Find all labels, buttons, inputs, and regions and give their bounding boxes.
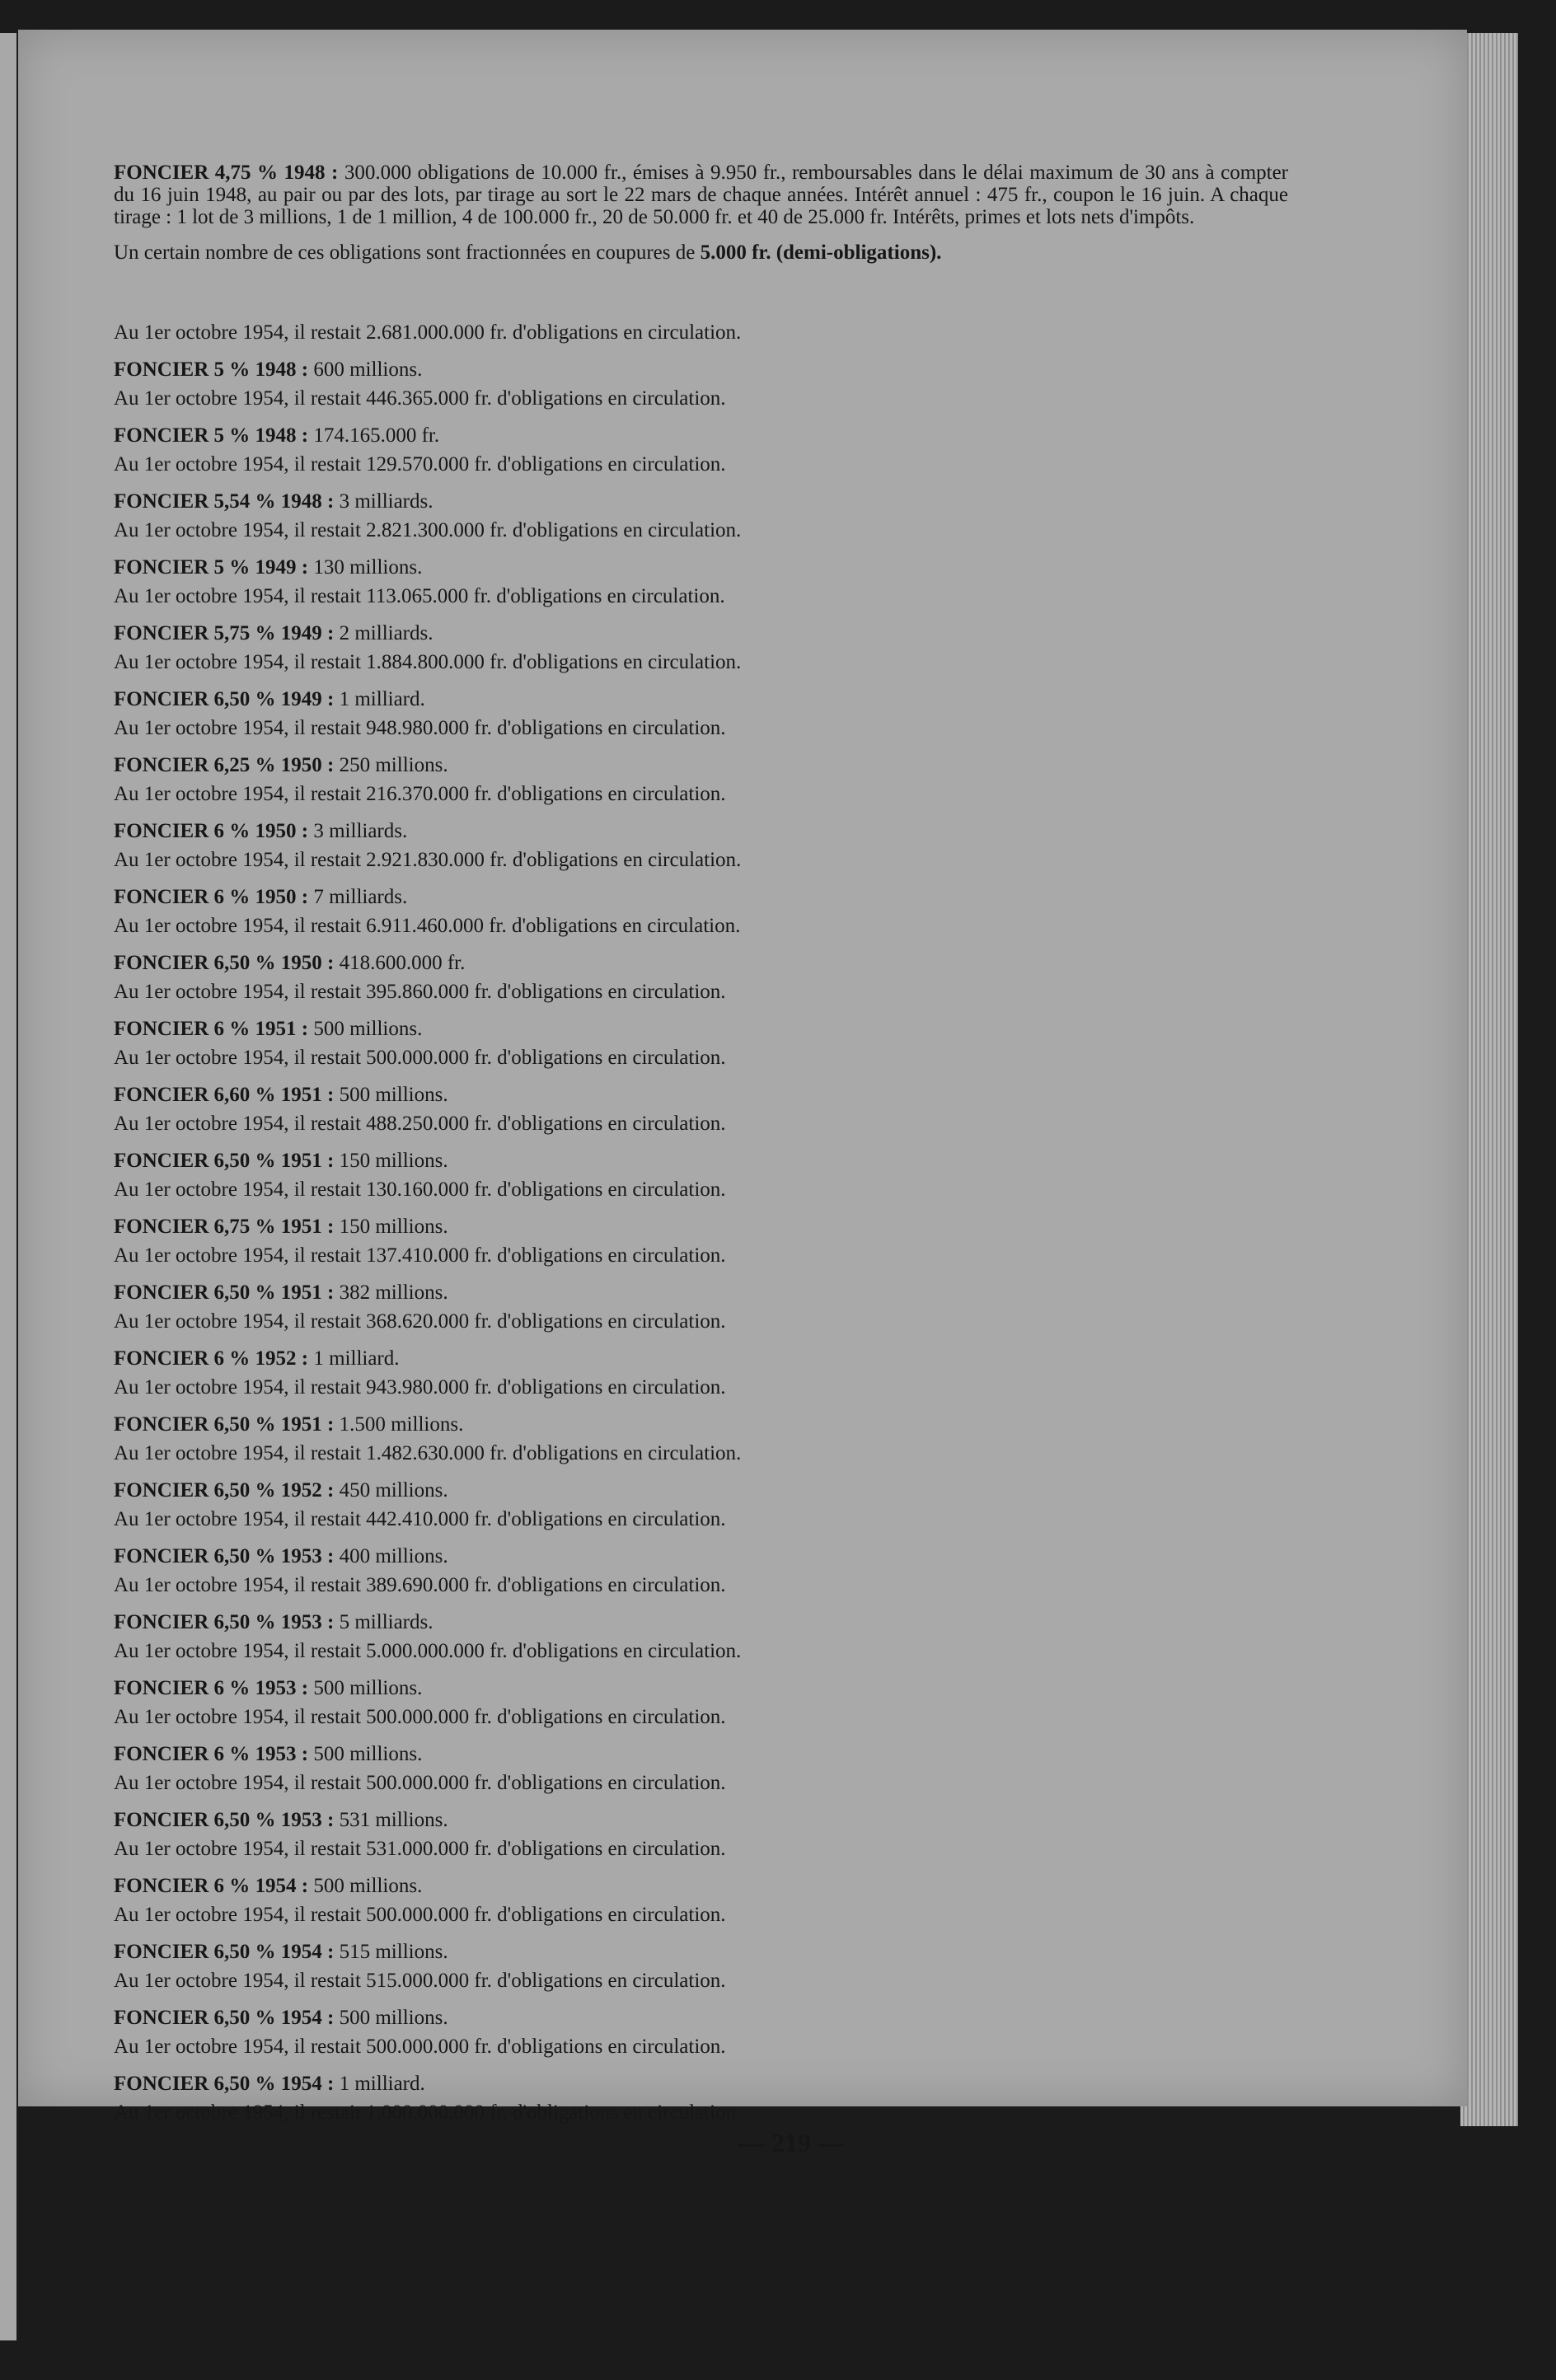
bond-entry-heading (114, 1145, 1288, 1176)
intro-note (114, 241, 1288, 264)
previous-page-edge (0, 33, 16, 2340)
bond-entry (114, 1014, 1288, 1080)
bond-status: Au 1er octobre 1954, il restait 113.065.000 fr. d'obligations en circulation. (114, 585, 725, 607)
bond-entry-heading (114, 2003, 1288, 2033)
bond-entry-heading (114, 618, 1288, 649)
bond-entry-heading (114, 1409, 1288, 1440)
bond-entry-heading (114, 1673, 1288, 1703)
intro-note-text: Un certain nombre de ces obligations sont fractionnées en coupures de (114, 241, 696, 264)
bond-entry (114, 420, 1288, 486)
bond-amount: 515 millions. (339, 1941, 448, 1963)
bond-entry (114, 1409, 1288, 1475)
bond-amount: 500 millions. (313, 1743, 423, 1765)
bond-entry (114, 1739, 1288, 1805)
bond-entry-heading (114, 288, 1288, 319)
bond-entry (114, 2003, 1288, 2068)
bond-title: FONCIER 5 % 1949 : (114, 556, 309, 579)
bond-entry-heading (114, 684, 1288, 714)
bond-amount: 174.165.000 fr. (313, 424, 440, 447)
bond-status: Au 1er octobre 1954, il restait 500.000.000 fr. d'obligations en circulation. (114, 1904, 726, 1926)
bond-title: FONCIER 6,50 % 1951 : (114, 1150, 335, 1172)
bond-status: Au 1er octobre 1954, il restait 515.000.000 fr. d'obligations en circulation. (114, 1970, 726, 1992)
bond-amount: 1.500 millions. (339, 1413, 464, 1436)
bond-title: FONCIER 6 % 1950 : (114, 886, 309, 908)
bond-amount: 250 millions. (339, 754, 448, 776)
bond-title: FONCIER 6,60 % 1951 : (114, 1084, 335, 1106)
bond-amount: 500 millions. (313, 1875, 423, 1897)
bond-title: FONCIER 6 % 1950 : (114, 820, 309, 842)
bond-status: Au 1er octobre 1954, il restait 395.860.000 fr. d'obligations en circulation. (114, 981, 726, 1003)
bond-title: FONCIER 6,50 % 1954 : (114, 1941, 335, 1963)
bond-title: FONCIER 6,75 % 1951 : (114, 1216, 335, 1238)
bond-amount: 130 millions. (313, 556, 423, 579)
bond-status: Au 1er octobre 1954, il restait 531.000.000 fr. d'obligations en circulation. (114, 1838, 726, 1860)
bond-entry-heading (114, 552, 1288, 583)
bond-title: FONCIER 6,50 % 1953 : (114, 1545, 335, 1567)
bond-entry (114, 1937, 1288, 2003)
bond-entry-heading (114, 750, 1288, 780)
bond-status: Au 1er octobre 1954, il restait 500.000.000 fr. d'obligations en circulation. (114, 2036, 726, 2058)
bond-entry (114, 1080, 1288, 1145)
bond-title: FONCIER 6,50 % 1953 : (114, 1611, 335, 1633)
bond-status: Au 1er octobre 1954, il restait 488.250.000 fr. d'obligations en circulation. (114, 1113, 726, 1135)
bond-entry (114, 684, 1288, 750)
bond-entry (114, 288, 1288, 354)
bond-entry (114, 1211, 1288, 1277)
bond-amount: 500 millions. (339, 2007, 448, 2029)
bond-amount: 600 millions. (313, 358, 423, 381)
bond-entry-heading (114, 486, 1288, 517)
bond-status: Au 1er octobre 1954, il restait 6.911.460.000 fr. d'obligations en circulation. (114, 915, 741, 937)
bond-title: FONCIER 6,25 % 1950 : (114, 754, 335, 776)
bond-amount: 500 millions. (339, 1084, 448, 1106)
bond-amount: 150 millions. (339, 1150, 448, 1172)
bond-title: FONCIER 5,75 % 1949 : (114, 622, 335, 644)
bond-status: Au 1er octobre 1954, il restait 137.410.000 fr. d'obligations en circulation. (114, 1244, 726, 1267)
bond-amount: 3 milliards. (313, 820, 408, 842)
bond-title: FONCIER 5 % 1948 : (114, 424, 309, 447)
bond-title: FONCIER 6,50 % 1951 : (114, 1413, 335, 1436)
bond-entry (114, 1343, 1288, 1409)
bond-amount: 382 millions. (339, 1281, 448, 1304)
page-stack-edge (1460, 33, 1518, 2126)
bond-entry (114, 618, 1288, 684)
bond-entry (114, 1673, 1288, 1739)
bond-amount: 500 millions. (313, 1018, 423, 1040)
bond-amount: 1 milliard. (313, 1347, 400, 1370)
bond-title: FONCIER 6,50 % 1954 : (114, 2007, 335, 2029)
bond-entry (114, 948, 1288, 1014)
bond-status: Au 1er octobre 1954, il restait 446.365.000 fr. d'obligations en circulation. (114, 387, 726, 410)
bond-status: Au 1er octobre 1954, il restait 130.160.000 fr. d'obligations en circulation. (114, 1178, 726, 1201)
bond-entry-heading (114, 1080, 1288, 1110)
bond-status: Au 1er octobre 1954, il restait 1.482.630.000 fr. d'obligations en circulation. (114, 1442, 742, 1464)
text-block (114, 162, 1288, 2134)
bond-status: Au 1er octobre 1954, il restait 1.884.800.000 fr. d'obligations en circulation. (114, 651, 742, 673)
bond-entry-heading (114, 1805, 1288, 1835)
bond-entry-heading (114, 1277, 1288, 1308)
document-page (18, 30, 1467, 2124)
bond-entry (114, 552, 1288, 618)
intro-text (114, 162, 1288, 228)
bond-entry-heading (114, 1937, 1288, 1967)
bond-entry-heading (114, 1607, 1288, 1637)
bond-title: FONCIER 6,50 % 1951 : (114, 1281, 335, 1304)
bond-title: FONCIER 6 % 1953 : (114, 1743, 309, 1765)
intro-body: 300.000 obligations de 10.000 fr., émises à 9.950 fr., remboursables dans le délai maximum de 30 ans à compter du 16 juin 1948, au pair ou par des lots, par tirage au sort le 22 mars de chaque années. Intérêt annuel : 475 fr., coupon le 16 juin. A chaque tirage : 1 lot de 3 millions, 1 de 1 million, 4 de 100.000 fr., 20 de 50.000 fr. et 40 de 25.000 fr. Intérêts, primes et lots nets d'impôts. (114, 162, 1289, 228)
bond-status: Au 1er octobre 1954, il restait 2.821.300.000 fr. d'obligations en circulation. (114, 519, 742, 541)
bond-entry-heading (114, 816, 1288, 846)
bond-title: FONCIER 6,50 % 1954 : (114, 2073, 335, 2095)
bond-status: Au 1er octobre 1954, il restait 216.370.000 fr. d'obligations en circulation. (114, 783, 726, 805)
bond-entry (114, 1607, 1288, 1673)
bond-status: Au 1er octobre 1954, il restait 943.980.000 fr. d'obligations en circulation. (114, 1376, 726, 1398)
bond-status: Au 1er octobre 1954, il restait 5.000.000.000 fr. d'obligations en circulation. (114, 1640, 742, 1662)
intro-paragraph (114, 162, 1288, 264)
bond-entry-heading (114, 1541, 1288, 1572)
bond-title: FONCIER 6,50 % 1953 : (114, 1809, 335, 1831)
bond-amount: 150 millions. (339, 1216, 448, 1238)
bond-entry (114, 816, 1288, 882)
bond-amount: 500 millions. (313, 1677, 423, 1699)
bond-entry-heading (114, 1739, 1288, 1769)
bond-entry-heading (114, 948, 1288, 978)
bond-entry-heading (114, 1343, 1288, 1374)
bond-amount: 2 milliards. (339, 622, 434, 644)
bond-entry-heading (114, 1871, 1288, 1901)
bond-entry-heading (114, 882, 1288, 912)
bond-entry-heading (114, 1014, 1288, 1044)
bond-entry (114, 354, 1288, 420)
bond-amount: 400 millions. (339, 1545, 448, 1567)
bond-status: Au 1er octobre 1954, il restait 368.620.000 fr. d'obligations en circulation. (114, 1310, 726, 1333)
bond-status: Au 1er octobre 1954, il restait 500.000.000 fr. d'obligations en circulation. (114, 1706, 726, 1728)
intro-note-bold: 5.000 fr. (demi-obligations). (700, 241, 942, 264)
bond-title: FONCIER 6,50 % 1949 : (114, 688, 335, 710)
bond-amount: 7 milliards. (313, 886, 408, 908)
bond-title: FONCIER 6,50 % 1952 : (114, 1479, 335, 1502)
bond-status: Au 1er octobre 1954, il restait 948.980.000 fr. d'obligations en circulation. (114, 717, 726, 739)
bond-title: FONCIER 5,54 % 1948 : (114, 490, 335, 513)
bond-title: FONCIER 6 % 1954 : (114, 1875, 309, 1897)
bond-entry-heading (114, 354, 1288, 385)
bond-status: Au 1er octobre 1954, il restait 442.410.000 fr. d'obligations en circulation. (114, 1508, 726, 1530)
bond-amount: 3 milliards. (339, 490, 434, 513)
bond-entry (114, 486, 1288, 552)
bond-status: Au 1er octobre 1954, il restait 2.921.830.000 fr. d'obligations en circulation. (114, 849, 742, 871)
bond-status: Au 1er octobre 1954, il restait 129.570.000 fr. d'obligations en circulation. (114, 453, 726, 476)
bond-entry (114, 1277, 1288, 1343)
bond-status: Au 1er octobre 1954, il restait 500.000.000 fr. d'obligations en circulation. (114, 1772, 726, 1794)
bond-status: Au 1er octobre 1954, il restait 389.690.000 fr. d'obligations en circulation. (114, 1574, 726, 1596)
bond-entry (114, 882, 1288, 948)
page-number: — 219 — (738, 2128, 844, 2157)
bond-amount: 450 millions. (339, 1479, 448, 1502)
bond-title: FONCIER 6,50 % 1950 : (114, 952, 335, 974)
bond-title: FONCIER 6 % 1951 : (114, 1018, 309, 1040)
bond-entry-heading (114, 420, 1288, 451)
bond-entry (114, 750, 1288, 816)
bond-amount: 531 millions. (339, 1809, 448, 1831)
bond-title: FONCIER 6 % 1953 : (114, 1677, 309, 1699)
bond-entry-heading (114, 1211, 1288, 1242)
bond-entry (114, 1805, 1288, 1871)
bond-entries (114, 288, 1288, 2134)
bond-entry-heading (114, 1475, 1288, 1506)
bond-entry (114, 1145, 1288, 1211)
intro-title: FONCIER 4,75 % 1948 : (114, 162, 339, 184)
bond-entry (114, 1871, 1288, 1937)
bond-entry (114, 2068, 1288, 2134)
bond-amount: 5 milliards. (339, 1611, 434, 1633)
bond-amount: 418.600.000 fr. (339, 952, 466, 974)
bond-amount: 1 milliard. (339, 688, 425, 710)
bond-entry (114, 1475, 1288, 1541)
bond-status: Au 1er octobre 1954, il restait 2.681.000.000 fr. d'obligations en circulation. (114, 321, 742, 344)
bond-entry-heading (114, 2068, 1288, 2099)
bond-amount: 1 milliard. (339, 2073, 425, 2095)
bond-entry (114, 1541, 1288, 1607)
bond-status: Au 1er octobre 1954, il restait 500.000.000 fr. d'obligations en circulation. (114, 1047, 726, 1069)
bond-title: FONCIER 5 % 1948 : (114, 358, 309, 381)
bond-status: Au 1er octobre 1954, il restait 1.000.000.000 fr. d'obligations en circulation. (114, 2101, 742, 2124)
bond-title: FONCIER 6 % 1952 : (114, 1347, 309, 1370)
